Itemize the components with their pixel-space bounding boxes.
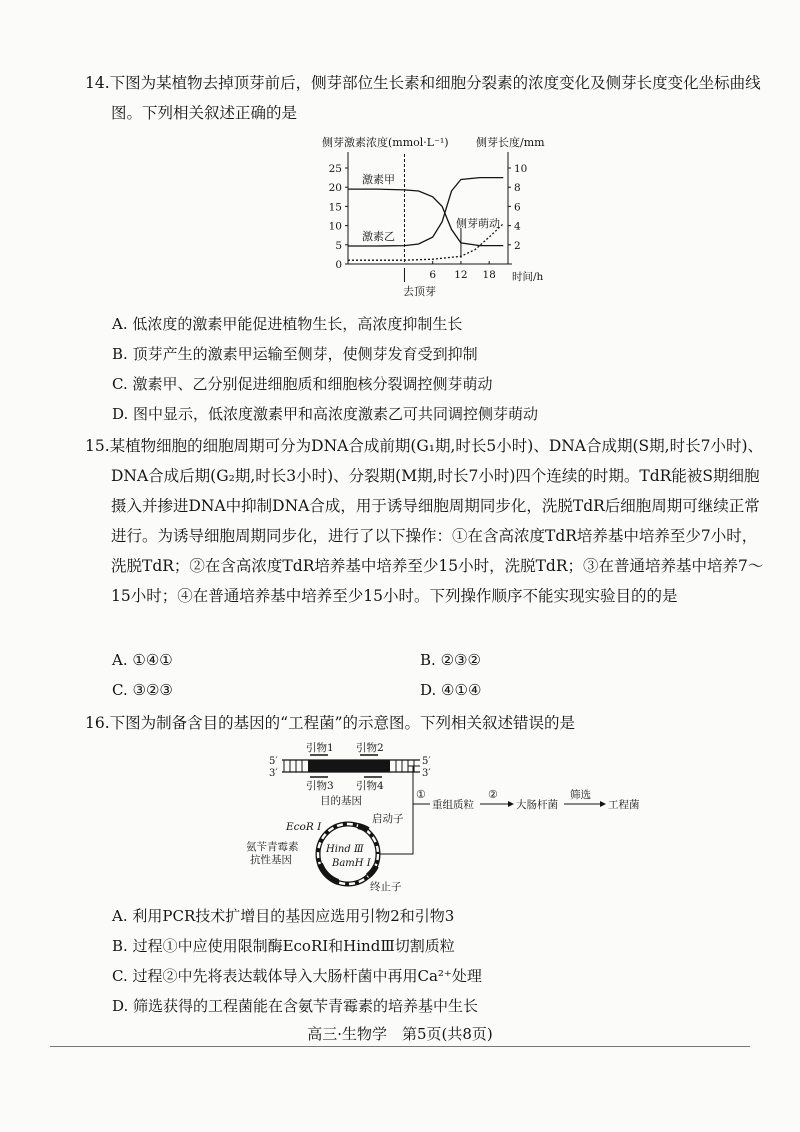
option-label: D.: [112, 405, 129, 423]
three-prime-right: 3′: [422, 768, 431, 779]
y-left-tick-label: 0: [335, 259, 342, 271]
option-text: ②③②: [440, 651, 481, 669]
x-tick-label: 18: [482, 269, 496, 281]
step-2-label: ②: [488, 788, 498, 801]
y-right-tick-label: 10: [514, 163, 528, 175]
engineering-diagram: [240, 738, 760, 898]
option-text: 筛选获得的工程菌能在含氨苄青霉素的培养基中生长: [133, 997, 479, 1015]
option-text: 过程①中应使用限制酶EcoRⅠ和HindⅢ切割质粒: [132, 937, 455, 955]
five-prime-right: 5′: [422, 756, 431, 767]
chart-xlabel: 时间/h: [512, 271, 544, 283]
primer-2-label: 引物2: [356, 742, 384, 754]
option-text: 过程②中先将表达载体导入大肠杆菌中再用Ca²⁺处理: [132, 967, 482, 985]
q16-option-c[interactable]: [112, 966, 482, 986]
amp-gene-label-2: 抗性基因: [250, 854, 292, 866]
three-prime-left: 3′: [269, 768, 278, 779]
option-text: 图中显示，低浓度激素甲和高浓度激素乙可共同调控侧芽萌动: [133, 405, 539, 423]
primer-3-label: 引物3: [306, 780, 334, 792]
q16-option-a[interactable]: [112, 906, 454, 926]
amp-gene-label-1: 氨苄青霉素: [246, 841, 299, 853]
question-number: 14.: [85, 74, 110, 92]
q14-option-c[interactable]: [112, 374, 493, 394]
dna-double-strand: [282, 760, 420, 772]
option-label: C.: [112, 375, 128, 393]
q15-option-a[interactable]: [112, 650, 173, 670]
y-left-tick-label: 25: [328, 163, 342, 175]
target-gene-label: 目的基因: [320, 795, 362, 807]
question-15: [85, 431, 765, 611]
y-right-tick-label: 2: [514, 239, 521, 252]
hindiii-label: Hind Ⅲ: [326, 844, 364, 855]
q15-option-b[interactable]: [420, 650, 481, 670]
option-text: 低浓度的激素甲能促进植物生长，高浓度抑制生长: [132, 315, 463, 333]
q14-option-b[interactable]: [112, 344, 478, 364]
y-left-tick-label: 10: [328, 220, 342, 233]
option-label: B.: [420, 651, 436, 669]
question-stem: 某植物细胞的细胞周期可分为DNA合成前期(G₁期,时长5小时)、DNA合成期(S期,时长7小时)、DNA合成后期(G₂期,时长3小时)、分裂期(M期,时长7小时)四个连续的时期。TdR能被S期细胞摄入并掺进DNA中抑制DNA合成，用于诱导细胞周期同步化，洗脱TdR后细胞周期可继续正常进行。为诱导细胞周期同步化，进行了以下操作：①在含高浓度TdR培养基中培养至少7小时，洗脱TdR；②在含高浓度TdR培养基中培养至少15小时，洗脱TdR；③在普通培养基中培养7～15小时；④在普通培养基中培养至少15小时。下列操作顺序不能实现实验目的的是: [109, 437, 764, 605]
promoter-label: 启动子: [372, 813, 404, 825]
annotation-bud-sprout: 侧芽萌动: [456, 217, 500, 230]
question-stem: 下图为制备含目的基因的“工程菌”的示意图。下列相关叙述错误的是: [109, 714, 576, 732]
option-label: A.: [112, 315, 128, 333]
annotation-remove-apex: 去顶芽: [403, 285, 436, 298]
y-left-tick-label: 20: [328, 182, 342, 195]
option-text: 利用PCR技术扩增目的基因应选用引物2和引物3: [132, 907, 455, 925]
q16-option-d[interactable]: [112, 996, 478, 1016]
chart-ylabel-right: 侧芽长度/mm: [476, 136, 545, 149]
hormone-chart: [300, 130, 560, 302]
option-text: ④①④: [441, 681, 482, 699]
y-right-tick-label: 6: [514, 201, 521, 214]
q14-option-a[interactable]: [112, 314, 462, 334]
engineered-bacteria-label: 工程菌: [608, 799, 640, 811]
option-label: B.: [112, 345, 128, 363]
question-number: 16.: [85, 714, 110, 732]
bottom-rule: [50, 1046, 750, 1047]
option-text: ③②③: [132, 681, 173, 699]
chart-ylabel-left: 侧芽激素浓度(mmol·L⁻¹): [322, 136, 449, 149]
screen-label: 筛选: [570, 789, 591, 801]
question-number: 15.: [85, 437, 110, 455]
terminator-label: 终止子: [370, 881, 402, 893]
question-14: [85, 68, 765, 128]
y-right-tick-label: 4: [514, 220, 521, 233]
x-tick-label: 12: [454, 269, 468, 281]
step-1-label: ①: [416, 788, 426, 801]
y-left-tick-label: 15: [328, 201, 342, 214]
question-stem: 下图为某植物去掉顶芽前后，侧芽部位生长素和细胞分裂素的浓度变化及侧芽长度变化坐标曲线图。下列相关叙述正确的是: [109, 74, 761, 122]
option-label: B.: [112, 937, 128, 955]
promoter-segment: [358, 826, 368, 830]
primer-4-label: 引物4: [356, 780, 384, 792]
option-text: 激素甲、乙分别促进细胞质和细胞核分裂调控侧芽萌动: [132, 375, 493, 393]
option-text: ①④①: [132, 651, 173, 669]
ecoli-label: 大肠杆菌: [516, 799, 558, 811]
primer-1-label: 引物1: [306, 742, 334, 754]
q14-option-d[interactable]: [112, 404, 538, 424]
option-label: C.: [112, 967, 128, 985]
question-16: [85, 708, 765, 738]
y-right-tick-label: 8: [514, 182, 521, 195]
q15-option-c[interactable]: [112, 680, 173, 700]
q16-option-b[interactable]: [112, 936, 455, 956]
plasmid-connector: [380, 766, 413, 854]
option-label: D.: [112, 997, 129, 1015]
option-text: 顶芽产生的激素甲运输至侧芽，使侧芽发育受到抑制: [132, 345, 478, 363]
recombinant-plasmid-label: 重组质粒: [432, 799, 474, 811]
x-tick-label: 6: [429, 269, 437, 281]
bamhi-label: BamH Ⅰ: [332, 858, 371, 869]
target-gene-block: [308, 760, 390, 772]
series-label-2: 激素乙: [362, 229, 395, 243]
option-label: C.: [112, 681, 128, 699]
y-left-tick-label: 5: [335, 239, 342, 252]
page-footer: 高三·生物学 第5页(共8页): [307, 1025, 493, 1043]
q15-option-d[interactable]: [420, 680, 481, 700]
ecori-label: EcoR Ⅰ: [286, 821, 322, 833]
option-label: A.: [112, 651, 128, 669]
series-label-1: 激素甲: [362, 173, 395, 187]
option-label: D.: [420, 681, 437, 699]
option-label: A.: [112, 907, 128, 925]
five-prime-left: 5′: [269, 756, 278, 767]
